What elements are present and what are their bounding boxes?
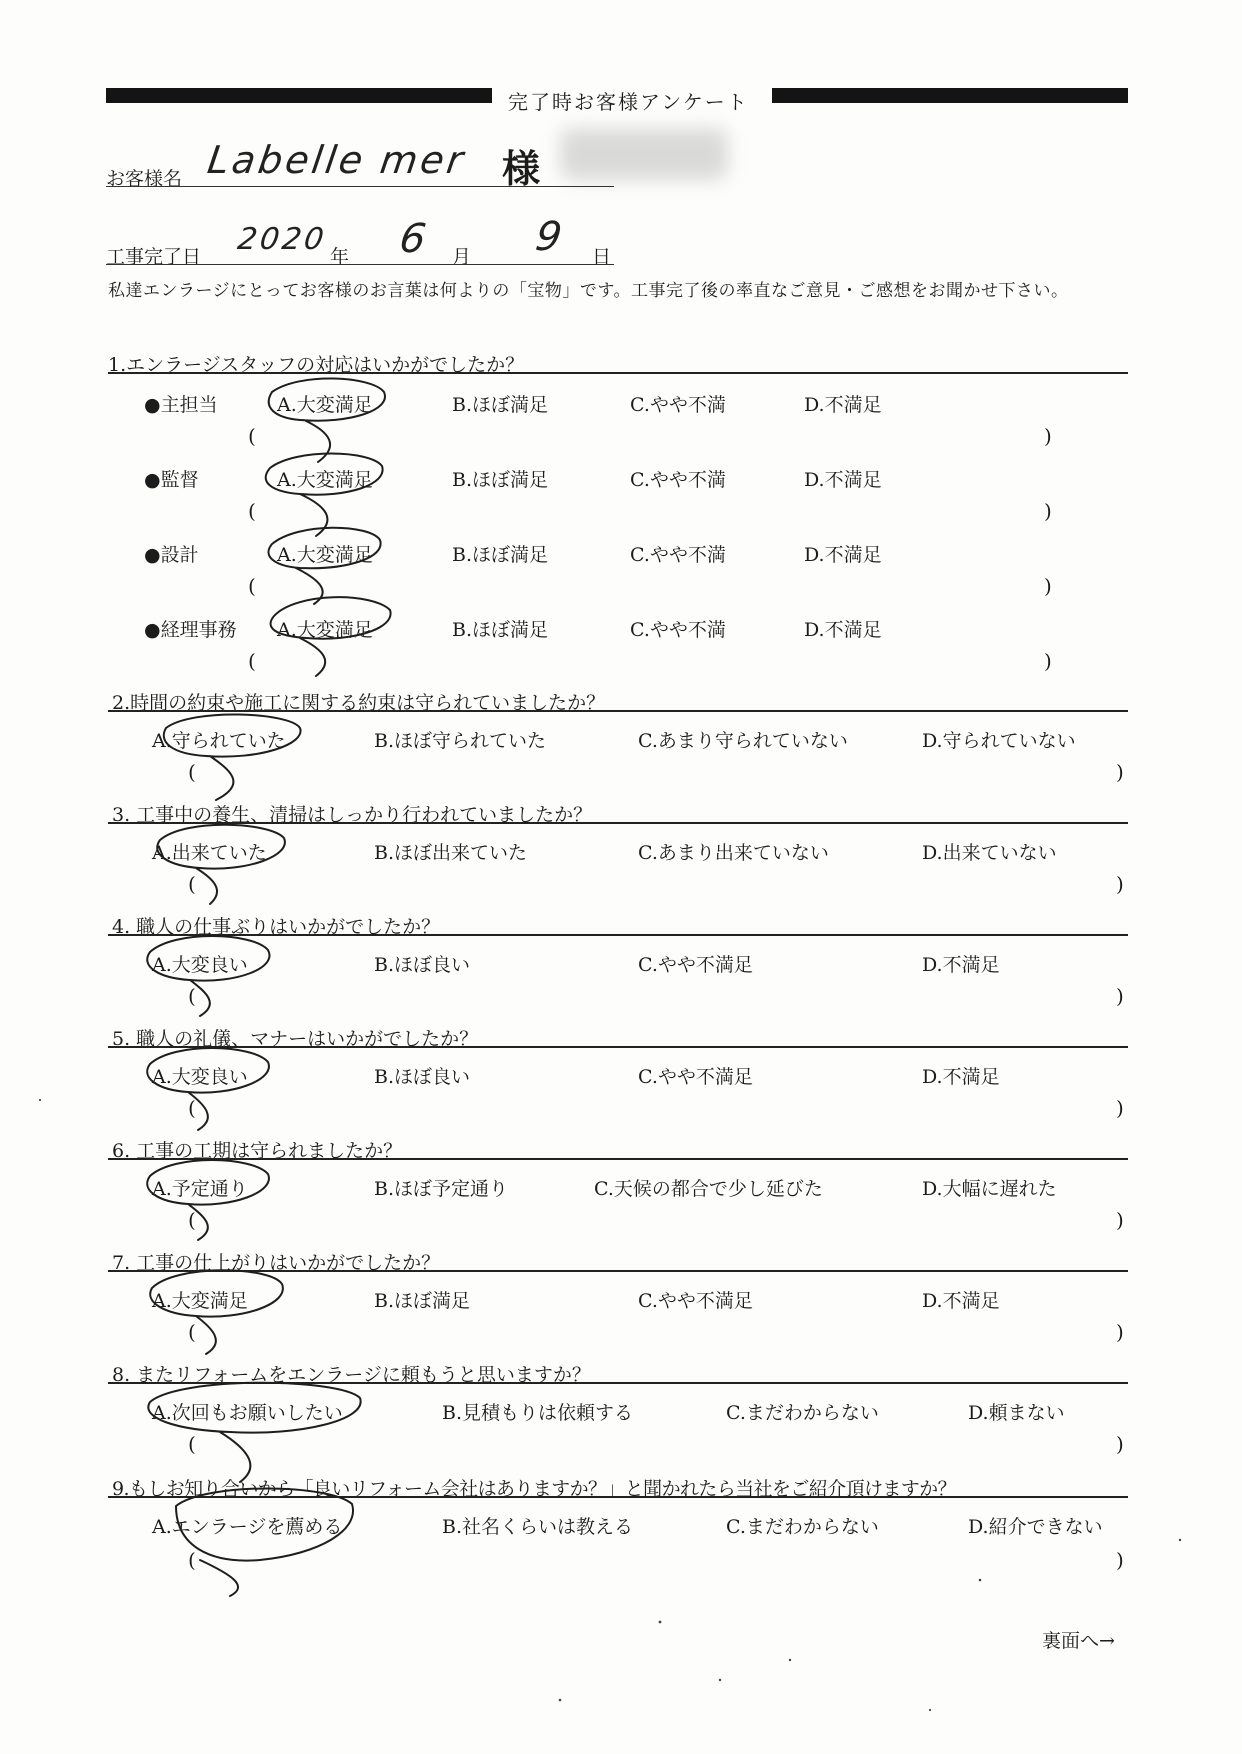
comment-close-paren: ) [1044, 499, 1052, 523]
comment-open-paren: ( [188, 1432, 196, 1456]
comment-open-paren: ( [188, 1320, 196, 1344]
q5-title: 5. 職人の礼儀、マナーはいかがでしたか？ [112, 1028, 479, 1050]
q6-option-a[interactable]: A.予定通り [152, 1178, 248, 1200]
form-title: 完了時お客様アンケート [508, 90, 749, 114]
answer-circle [147, 936, 269, 1016]
q1-option-d[interactable]: D.不満足 [804, 619, 882, 641]
completion-label: 工事完了日 [106, 246, 202, 268]
q8-title: 8. またリフォームをエンラージに頼もうと思いますか？ [112, 1364, 591, 1386]
answer-circle [271, 597, 391, 676]
month-unit: 月 [452, 246, 472, 268]
q6-option-b[interactable]: B.ほぼ予定通り [374, 1178, 509, 1200]
q1-option-d[interactable]: D.不満足 [804, 394, 882, 416]
q3-title: 3. 工事中の養生、清掃はしっかり行われていましたか？ [112, 804, 593, 826]
q7-option-c[interactable]: C.やや不満足 [638, 1290, 753, 1312]
answer-circle [164, 714, 301, 800]
q6-title: 6. 工事の工期は守られましたか？ [112, 1140, 403, 1162]
comment-close-paren: ) [1044, 574, 1052, 598]
q7-option-b[interactable]: B.ほぼ満足 [374, 1290, 471, 1312]
completion-year: 2020 [235, 222, 329, 257]
q3-option-d[interactable]: D.出来ていない [922, 842, 1057, 864]
q1-option-a[interactable]: A.大変満足 [277, 544, 373, 566]
q3-option-b[interactable]: B.ほぼ出来ていた [374, 842, 528, 864]
day-unit: 日 [592, 246, 612, 268]
q2-option-a[interactable]: A.守られていた [152, 730, 286, 752]
q1-option-a[interactable]: A.大変満足 [277, 469, 373, 491]
q1-option-d[interactable]: D.不満足 [804, 544, 882, 566]
q2-option-b[interactable]: B.ほぼ守られていた [374, 730, 547, 752]
customer-name-handwritten: Labelle mer [204, 138, 469, 182]
comment-close-paren: ) [1116, 1208, 1124, 1232]
answer-circle [150, 1270, 283, 1354]
q1-title: 1.エンラージスタッフの対応はいかがでしたか？ [108, 354, 525, 376]
q1-option-c[interactable]: C.やや不満 [630, 619, 726, 641]
q9-option-d[interactable]: D.紹介できない [968, 1516, 1103, 1538]
q7-title: 7. 工事の仕上がりはいかがでしたか？ [112, 1252, 441, 1274]
q1-option-b[interactable]: B.ほぼ満足 [452, 544, 549, 566]
comment-close-paren: ) [1116, 760, 1124, 784]
q1-row-label: ●設計 [144, 544, 199, 566]
q8-option-c[interactable]: C.まだわからない [726, 1402, 879, 1424]
comment-close-paren: ) [1044, 649, 1052, 673]
q4-option-a[interactable]: A.大変良い [152, 954, 248, 976]
comment-open-paren: ( [188, 984, 196, 1008]
q1-option-d[interactable]: D.不満足 [804, 469, 882, 491]
answer-circle [147, 1160, 269, 1240]
q6-option-c[interactable]: C.天候の都合で少し延びた [594, 1178, 823, 1200]
q3-option-a[interactable]: A.出来ていた [152, 842, 267, 864]
q4-option-d[interactable]: D.不満足 [922, 954, 1000, 976]
q8-option-d[interactable]: D.頼まない [968, 1402, 1065, 1424]
intro-text: 私達エンラージにとってお客様のお言葉は何よりの「宝物」です。工事完了後の率直なご意見・ご感想をお聞かせ下さい。 [108, 281, 1069, 301]
q6-option-d[interactable]: D.大幅に遅れた [922, 1178, 1057, 1200]
comment-open-paren: ( [188, 760, 196, 784]
comment-close-paren: ) [1116, 872, 1124, 896]
q1-row-label: ●経理事務 [144, 619, 237, 641]
answer-circle [147, 1048, 269, 1130]
year-unit: 年 [330, 246, 350, 268]
comment-open-paren: ( [188, 1548, 196, 1572]
q1-row-label: ●主担当 [144, 394, 218, 416]
q7-option-a[interactable]: A.大変満足 [152, 1290, 248, 1312]
next-page-text: 裏面へ→ [1042, 1630, 1115, 1652]
q3-option-c[interactable]: C.あまり出来ていない [638, 842, 829, 864]
comment-close-paren: ) [1116, 1096, 1124, 1120]
answer-circle [148, 1383, 360, 1482]
q5-option-c[interactable]: C.やや不満足 [638, 1066, 753, 1088]
q4-title: 4. 職人の仕事ぶりはいかがでしたか？ [112, 916, 441, 938]
comment-close-paren: ) [1116, 1320, 1124, 1344]
completion-month: 6 [396, 216, 432, 262]
comment-open-paren: ( [188, 1208, 196, 1232]
customer-honorific: 様 [502, 147, 541, 191]
comment-open-paren: ( [188, 1096, 196, 1120]
answer-circle [266, 454, 383, 537]
q4-option-b[interactable]: B.ほぼ良い [374, 954, 471, 976]
q1-row-label: ●監督 [144, 469, 199, 491]
answer-circle [176, 1489, 353, 1597]
q8-option-b[interactable]: B.見積もりは依頼する [442, 1402, 634, 1424]
answer-circle [157, 825, 285, 904]
q1-option-b[interactable]: B.ほぼ満足 [452, 469, 549, 491]
q5-option-b[interactable]: B.ほぼ良い [374, 1066, 471, 1088]
comment-open-paren: ( [248, 499, 256, 523]
q4-option-c[interactable]: C.やや不満足 [638, 954, 753, 976]
q5-option-a[interactable]: A.大変良い [152, 1066, 248, 1088]
comment-open-paren: ( [188, 872, 196, 896]
comment-close-paren: ) [1116, 1432, 1124, 1456]
customer-label: お客様名 [106, 168, 183, 190]
comment-open-paren: ( [248, 424, 256, 448]
q7-option-d[interactable]: D.不満足 [922, 1290, 1000, 1312]
comment-close-paren: ) [1044, 424, 1052, 448]
q1-option-b[interactable]: B.ほぼ満足 [452, 619, 549, 641]
answer-circle [268, 528, 380, 604]
q1-option-a[interactable]: A.大変満足 [277, 394, 373, 416]
comment-close-paren: ) [1116, 984, 1124, 1008]
q2-option-d[interactable]: D.守られていない [922, 730, 1076, 752]
comment-open-paren: ( [248, 574, 256, 598]
q8-option-a[interactable]: A.次回もお願いしたい [152, 1402, 343, 1424]
q1-option-c[interactable]: C.やや不満 [630, 469, 726, 491]
comment-close-paren: ) [1116, 1548, 1124, 1572]
q2-option-c[interactable]: C.あまり守られていない [638, 730, 848, 752]
q1-option-b[interactable]: B.ほぼ満足 [452, 394, 549, 416]
comment-open-paren: ( [248, 649, 256, 673]
q5-option-d[interactable]: D.不満足 [922, 1066, 1000, 1088]
answer-circle [269, 378, 385, 462]
q9-title: 9.もしお知り合いから「良いリフォーム会社はありますか？」と聞かれたら当社をご紹介頂けますか？ [112, 1478, 956, 1500]
q1-option-a[interactable]: A.大変満足 [277, 619, 373, 641]
q1-option-c[interactable]: C.やや不満 [630, 394, 726, 416]
q1-option-c[interactable]: C.やや不満 [630, 544, 726, 566]
q9-option-c[interactable]: C.まだわからない [726, 1516, 879, 1538]
q2-title: 2.時間の約束や施工に関する約束は守られていましたか？ [112, 692, 606, 714]
completion-day: 9 [532, 214, 568, 260]
q9-option-a[interactable]: A.エンラージを薦める [152, 1516, 343, 1538]
q9-option-b[interactable]: B.社名くらいは教える [442, 1516, 634, 1538]
